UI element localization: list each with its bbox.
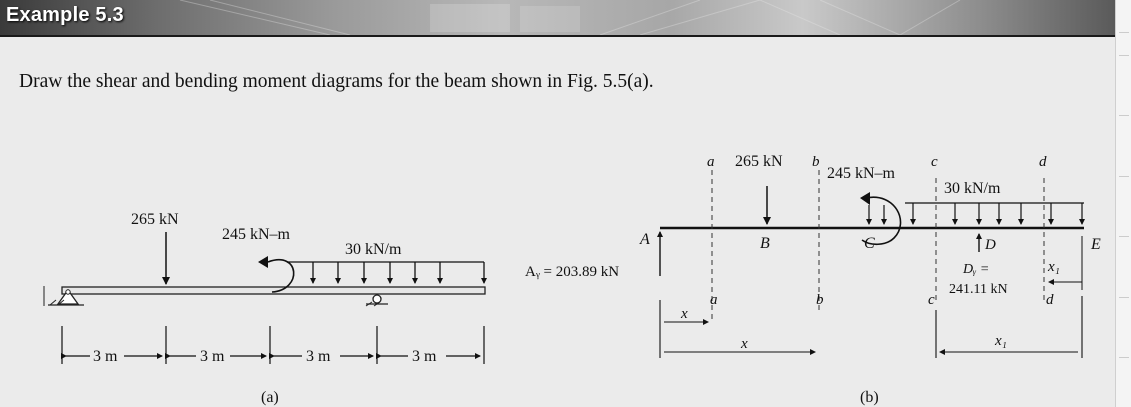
point-load-label-b: 265 kN	[735, 153, 783, 170]
point-b-label: B	[760, 235, 770, 252]
x-long-label: x	[741, 336, 748, 352]
example-title: Example 5.3	[6, 4, 124, 26]
beam-a	[62, 287, 485, 294]
distributed-load-arrows-a	[313, 262, 484, 283]
figure-b	[525, 153, 1101, 406]
point-d-label: D	[985, 237, 996, 253]
section-a-bottom: a	[710, 292, 718, 308]
x-dimension-lines	[660, 296, 1082, 358]
section-b-bottom: b	[816, 292, 824, 308]
section-d-bottom: d	[1046, 292, 1054, 308]
moment-arrowhead-a	[258, 256, 268, 268]
caption-b: (b)	[860, 389, 879, 406]
section-b-top: b	[812, 154, 820, 170]
reaction-d-label-value: 241.11 kN	[949, 282, 1008, 297]
distributed-load-label-a: 30 kN/m	[345, 241, 402, 258]
x1-inner-label: x₁	[1048, 259, 1060, 275]
section-c-bottom: c	[928, 292, 935, 308]
x1-long-label: x₁	[995, 333, 1007, 349]
point-a-label: A	[640, 231, 650, 248]
point-e-label: E	[1091, 236, 1101, 253]
section-d-top: d	[1039, 154, 1047, 170]
distributed-load-arrows-b	[913, 203, 1082, 224]
moment-label-a: 245 kN–m	[222, 226, 290, 243]
dim-label-4: 3 m	[412, 348, 437, 365]
section-a-top: a	[707, 154, 715, 170]
distributed-load-label-b: 30 kN/m	[944, 180, 1001, 197]
dim-label-1: 3 m	[93, 348, 118, 365]
dim-label-3: 3 m	[306, 348, 331, 365]
dim-label-2: 3 m	[200, 348, 225, 365]
x-short-label: x	[681, 306, 688, 322]
reaction-a-label: Aᵧ = 203.89 kN	[525, 264, 620, 280]
reaction-d-label-top: Dᵧ =	[963, 262, 990, 277]
caption-a: (a)	[261, 389, 279, 406]
problem-statement: Draw the shear and bending moment diagrams for the beam shown in Fig. 5.5(a).	[19, 71, 654, 92]
point-c-label: C	[864, 235, 875, 252]
moment-label-b: 245 kN–m	[827, 165, 895, 182]
figure-a	[44, 211, 485, 406]
roller-support-icon	[366, 295, 388, 306]
moment-arrowhead-b	[860, 192, 870, 205]
scrollbar[interactable]	[1115, 0, 1131, 407]
section-c-top: c	[931, 154, 938, 170]
point-load-label-a: 265 kN	[131, 211, 179, 228]
